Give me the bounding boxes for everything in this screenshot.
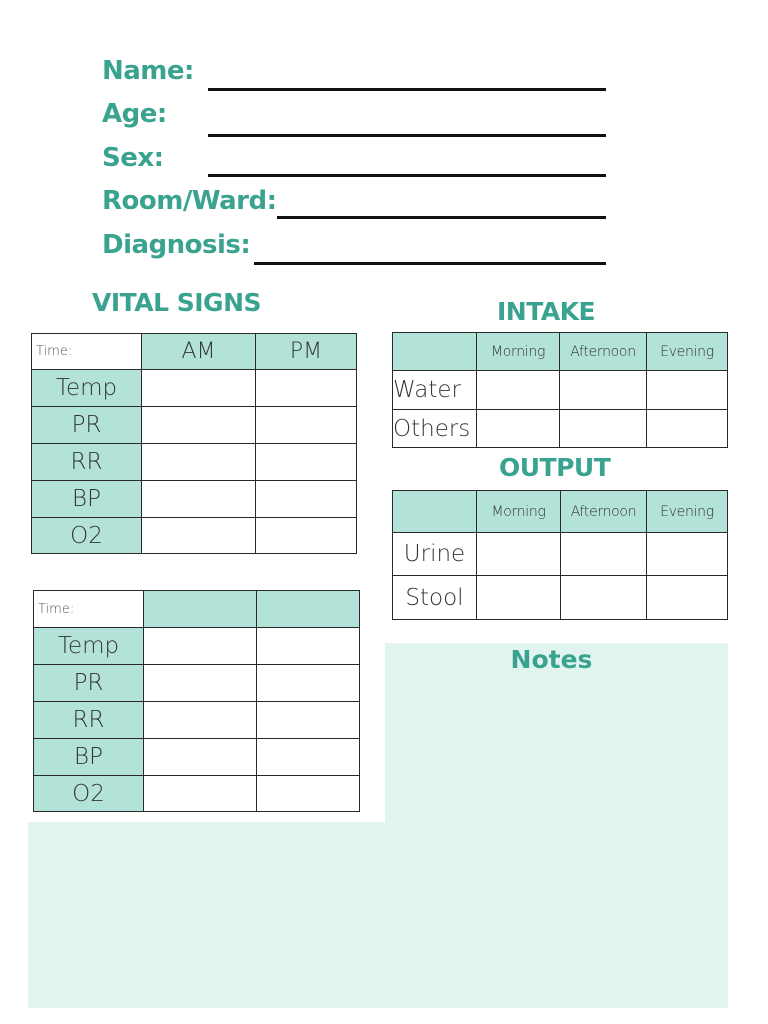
room-ward-field[interactable] bbox=[277, 216, 606, 219]
input-cell[interactable] bbox=[142, 518, 256, 554]
input-cell[interactable] bbox=[256, 481, 357, 518]
input-cell[interactable] bbox=[256, 370, 357, 407]
row-label-o2: O2 bbox=[34, 776, 144, 812]
sex-field[interactable] bbox=[208, 174, 606, 177]
room-ward-label: Room/Ward: bbox=[102, 186, 277, 216]
input-cell[interactable] bbox=[647, 371, 728, 410]
input-cell[interactable] bbox=[144, 628, 257, 665]
row-label-water: Water bbox=[393, 371, 477, 410]
row-label-rr: RR bbox=[32, 444, 142, 481]
input-cell[interactable] bbox=[560, 371, 647, 410]
input-cell[interactable] bbox=[256, 444, 357, 481]
input-cell[interactable] bbox=[257, 739, 360, 776]
row-label-others: Others bbox=[393, 410, 477, 448]
diagnosis-label: Diagnosis: bbox=[102, 230, 251, 260]
row-label-stool: Stool bbox=[393, 576, 477, 620]
input-cell[interactable] bbox=[561, 533, 647, 576]
diagnosis-field[interactable] bbox=[254, 262, 606, 265]
name-field[interactable] bbox=[208, 88, 606, 91]
input-cell[interactable] bbox=[257, 665, 360, 702]
intake-table bbox=[392, 332, 728, 448]
time-label: Time: bbox=[34, 591, 144, 628]
input-cell[interactable] bbox=[142, 370, 256, 407]
input-cell[interactable] bbox=[257, 628, 360, 665]
input-cell[interactable] bbox=[256, 407, 357, 444]
row-label-temp: Temp bbox=[34, 628, 144, 665]
am-column-header: AM bbox=[142, 334, 256, 370]
column-header-morning: Morning bbox=[477, 491, 561, 533]
input-cell[interactable] bbox=[647, 576, 728, 620]
column-header-afternoon: Afternoon bbox=[561, 491, 647, 533]
age-field[interactable] bbox=[208, 134, 606, 137]
notes-title: Notes bbox=[510, 645, 593, 674]
sex-label: Sex: bbox=[102, 143, 164, 173]
input-cell[interactable] bbox=[560, 410, 647, 448]
input-cell[interactable] bbox=[257, 702, 360, 739]
vital-signs-title: VITAL SIGNS bbox=[92, 288, 261, 317]
output-table bbox=[392, 490, 728, 620]
input-cell[interactable] bbox=[144, 665, 257, 702]
row-label-bp: BP bbox=[32, 481, 142, 518]
column-header-evening: Evening bbox=[647, 491, 728, 533]
age-label: Age: bbox=[102, 99, 167, 129]
intake-title: INTAKE bbox=[497, 297, 596, 326]
column-header-morning: Morning bbox=[477, 333, 560, 371]
column-header-afternoon: Afternoon bbox=[560, 333, 647, 371]
row-label-temp: Temp bbox=[32, 370, 142, 407]
vital-signs-table-1 bbox=[31, 333, 357, 554]
input-cell[interactable] bbox=[647, 533, 728, 576]
vital-signs-table-2 bbox=[33, 590, 360, 812]
input-cell[interactable] bbox=[257, 776, 360, 812]
input-cell[interactable] bbox=[142, 444, 256, 481]
time-label: Time: bbox=[32, 334, 142, 370]
input-cell[interactable] bbox=[144, 776, 257, 812]
row-label-bp: BP bbox=[34, 739, 144, 776]
row-label-urine: Urine bbox=[393, 533, 477, 576]
name-label: Name: bbox=[102, 56, 194, 86]
notes-area-bottom[interactable] bbox=[28, 822, 728, 1008]
input-cell[interactable] bbox=[477, 533, 561, 576]
row-label-o2: O2 bbox=[32, 518, 142, 554]
input-cell[interactable] bbox=[144, 702, 257, 739]
input-cell[interactable] bbox=[144, 739, 257, 776]
column-header-evening: Evening bbox=[647, 333, 728, 371]
row-label-rr: RR bbox=[34, 702, 144, 739]
input-cell[interactable] bbox=[647, 410, 728, 448]
row-label-pr: PR bbox=[34, 665, 144, 702]
corner-cell bbox=[393, 333, 477, 371]
pm-column-header: PM bbox=[256, 334, 357, 370]
time-column-header-2[interactable] bbox=[257, 591, 360, 628]
input-cell[interactable] bbox=[256, 518, 357, 554]
input-cell[interactable] bbox=[561, 576, 647, 620]
input-cell[interactable] bbox=[477, 576, 561, 620]
input-cell[interactable] bbox=[477, 371, 560, 410]
input-cell[interactable] bbox=[142, 407, 256, 444]
time-column-header-1[interactable] bbox=[144, 591, 257, 628]
row-label-pr: PR bbox=[32, 407, 142, 444]
output-title: OUTPUT bbox=[499, 453, 611, 482]
input-cell[interactable] bbox=[142, 481, 256, 518]
input-cell[interactable] bbox=[477, 410, 560, 448]
corner-cell bbox=[393, 491, 477, 533]
